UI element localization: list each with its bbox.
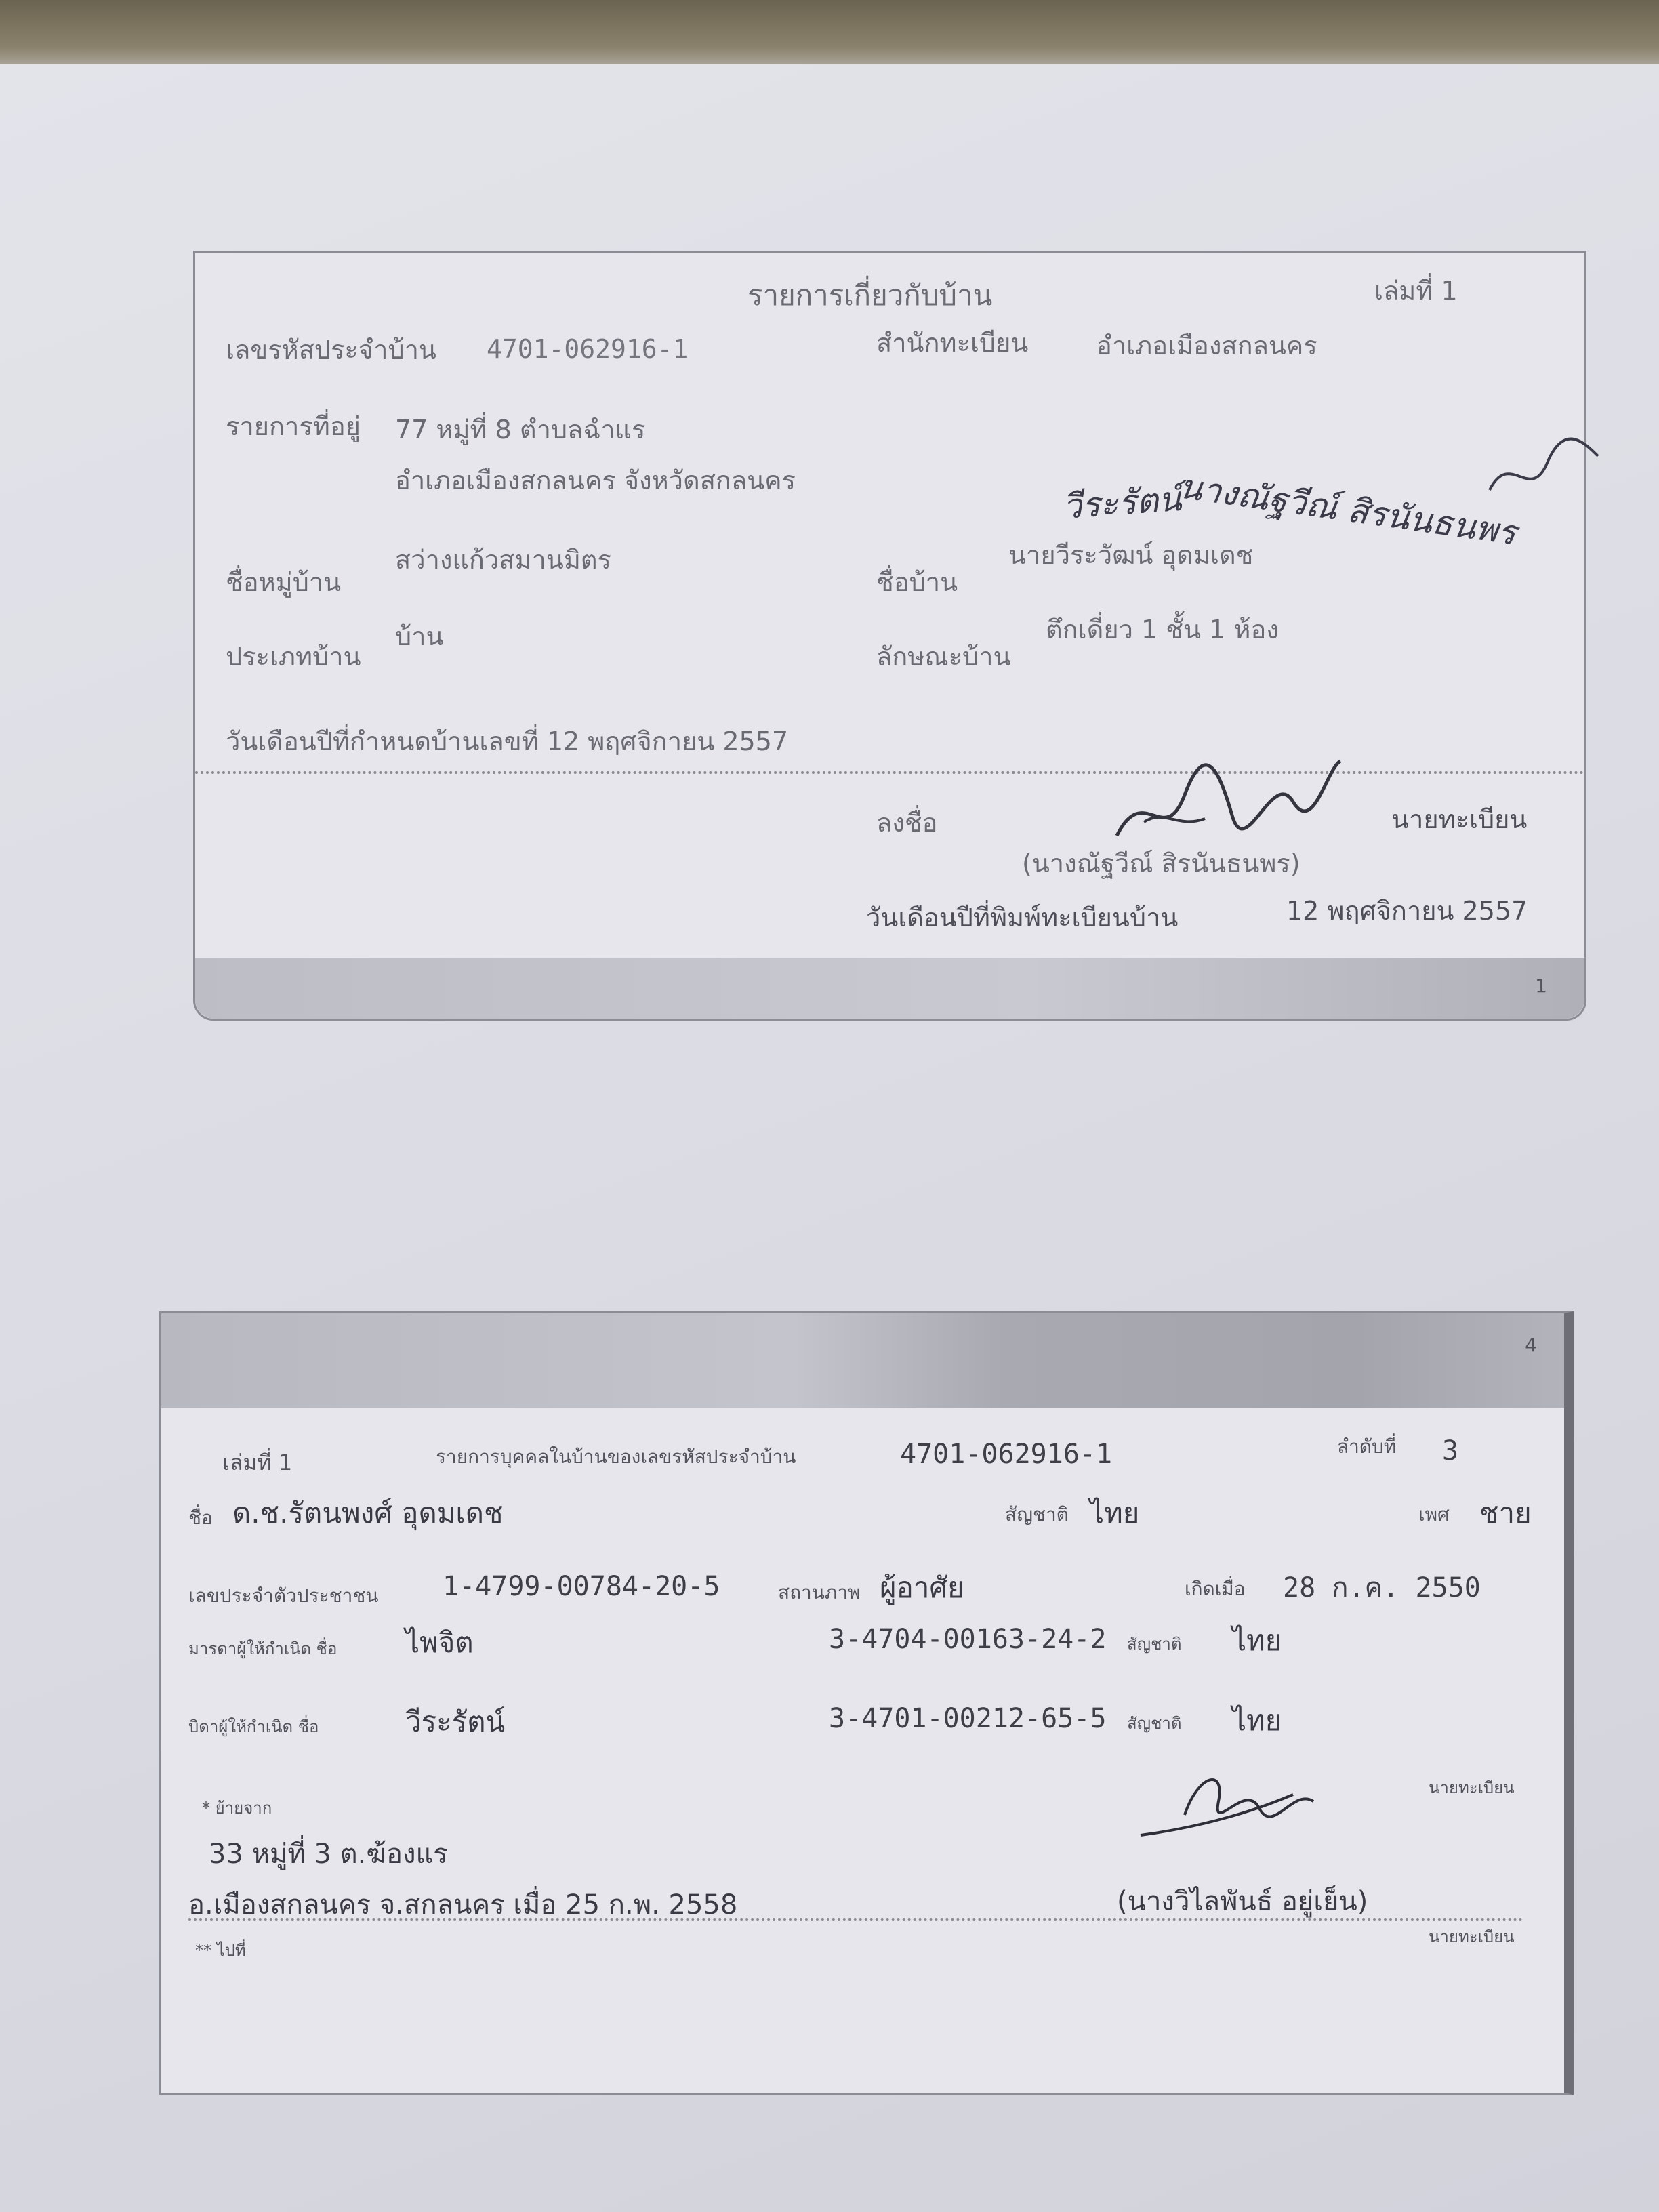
office-label: สำนักทะเบียน [876, 328, 1029, 358]
order-label: ลำดับที่ [1337, 1435, 1397, 1458]
father-name: วีระรัตน์ [405, 1705, 506, 1738]
nationality-value: ไทย [1090, 1496, 1140, 1530]
registrar-title-2: นายทะเบียน [1429, 1927, 1515, 1946]
born-label: เกิดเมื่อ [1185, 1578, 1246, 1600]
father-id: 3-4701-00212-65-5 [829, 1703, 1107, 1734]
status-label: สถานภาพ [778, 1581, 861, 1603]
house-name-label: ชื่อบ้าน [876, 567, 958, 597]
moved-from-line-2: อ.เมืองสกลนคร จ.สกลนคร เมื่อ 25 ก.พ. 2558 [188, 1889, 738, 1921]
registrar-signature-icon [1103, 754, 1347, 856]
person-record-card [159, 1311, 1574, 2095]
page-number: 1 [1535, 975, 1547, 997]
moved-to-label: ** ไปที่ [195, 1941, 246, 1960]
mother-id: 3-4704-00163-24-2 [829, 1624, 1107, 1655]
registrar-name: (นางณัฐวีณ์ สิรนันธนพร) [1022, 848, 1300, 878]
moved-from-label: * ย้ายจาก [202, 1799, 272, 1818]
mother-nationality: ไทย [1232, 1624, 1282, 1657]
handwritten-correction-1: วีระรัตน์ [1061, 478, 1183, 527]
id-label: เลขประจำตัวประชาชน [188, 1584, 379, 1607]
address-line-1: 77 หมู่ที่ 8 ตำบลฉำแร [395, 415, 646, 445]
address-label: รายการที่อยู่ [226, 411, 361, 441]
house-code-label: เลขรหัสประจำบ้าน [226, 335, 436, 365]
house-name-printed: นายวีระวัฒน์ อุดมเดช [1008, 540, 1254, 570]
print-date-value: 12 พฤศจิกายน 2557 [1286, 896, 1528, 926]
card-title: รายการเกี่ยวกับบ้าน [747, 279, 993, 312]
moved-from-line-1: 33 หมู่ที่ 3 ต.ฆ้องแร [209, 1839, 448, 1870]
house-type-value: บ้าน [395, 621, 444, 651]
house-code-value: 4701-062916-1 [487, 334, 689, 364]
house-feature-label: ลักษณะบ้าน [876, 642, 1011, 672]
office-value: อำเภอเมืองสกลนคร [1097, 331, 1317, 361]
father-label: บิดาผู้ให้กำเนิด ชื่อ [188, 1717, 319, 1736]
address-line-2: อำเภอเมืองสกลนคร จังหวัดสกลนคร [395, 466, 796, 495]
print-date-label: วันเดือนปีที่พิมพ์ทะเบียนบ้าน [866, 903, 1179, 933]
divider [195, 771, 1584, 774]
registrar-signature-icon [1137, 1754, 1340, 1856]
born-date: 28 ก.ค. 2550 [1283, 1572, 1481, 1603]
sign-label: ลงชื่อ [876, 808, 938, 838]
registrar-title: นายทะเบียน [1391, 804, 1528, 834]
village-value: สว่างแก้วสมานมิตร [395, 545, 611, 575]
house-type-label: ประเภทบ้าน [226, 642, 361, 672]
name-label: ชื่อ [188, 1507, 213, 1529]
card-footer-bar [195, 958, 1584, 1019]
house-feature-value: ตึกเดี่ยว 1 ชั้น 1 ห้อง [1046, 615, 1279, 644]
book-number: เล่มที่ 1 [222, 1450, 293, 1475]
list-title: รายการบุคคลในบ้านของเลขรหัสประจำบ้าน [436, 1446, 796, 1468]
page-number: 4 [1525, 1334, 1537, 1356]
father-nationality-label: สัญชาติ [1127, 1714, 1182, 1733]
registrar-name: (นางวิไลพันธ์ อยู่เย็น) [1117, 1886, 1368, 1917]
sex-value: ชาย [1479, 1496, 1532, 1530]
mother-nationality-label: สัญชาติ [1127, 1635, 1182, 1654]
initials-signature-icon [1483, 436, 1605, 510]
order-value: 3 [1442, 1435, 1459, 1467]
book-number: เล่มที่ 1 [1374, 276, 1458, 306]
house-details-card [193, 251, 1586, 1021]
village-label: ชื่อหมู่บ้าน [226, 567, 342, 597]
registrar-title-1: นายทะเบียน [1429, 1778, 1515, 1797]
assigned-date: วันเดือนปีที่กำหนดบ้านเลขที่ 12 พฤศจิกายน 2557 [226, 726, 789, 756]
id-number: 1-4799-00784-20-5 [443, 1571, 720, 1602]
status-value: ผู้อาศัย [880, 1571, 964, 1604]
moved-from-underline [188, 1918, 1523, 1921]
person-name: ด.ช.รัตนพงศ์ อุดมเดช [232, 1496, 504, 1530]
nationality-label: สัญชาติ [1005, 1503, 1069, 1525]
card-header-bar [161, 1313, 1564, 1408]
mother-label: มารดาผู้ให้กำเนิด ชื่อ [188, 1639, 337, 1658]
house-code-value: 4701-062916-1 [900, 1439, 1113, 1470]
father-nationality: ไทย [1232, 1704, 1282, 1737]
handwritten-correction-2: นางณัฐวีณ์ สิรนันธนพร [1176, 466, 1519, 553]
sex-label: เพศ [1418, 1503, 1450, 1525]
mother-name: ไพจิต [405, 1626, 474, 1659]
